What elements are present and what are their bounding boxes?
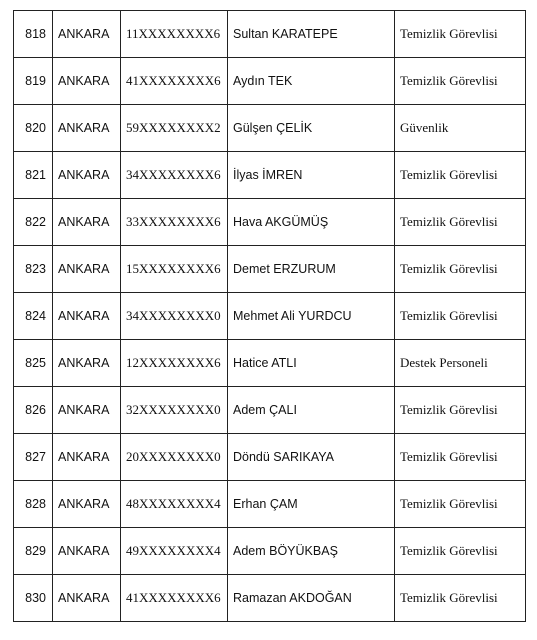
id-number-cell: 48XXXXXXXX4	[121, 481, 228, 528]
id-number-cell: 11XXXXXXXX6	[121, 11, 228, 58]
row-number-cell: 819	[14, 58, 53, 105]
table-row	[14, 434, 526, 481]
full-name-cell: Demet ERZURUM	[228, 246, 395, 293]
role-cell: Temizlik Görevlisi	[395, 575, 526, 622]
role-cell: Temizlik Görevlisi	[395, 152, 526, 199]
full-name-cell: Sultan KARATEPE	[228, 11, 395, 58]
city-cell: ANKARA	[53, 528, 121, 575]
row-number-cell: 828	[14, 481, 53, 528]
role-cell: Temizlik Görevlisi	[395, 481, 526, 528]
city-cell: ANKARA	[53, 11, 121, 58]
role-cell: Güvenlik	[395, 105, 526, 152]
id-number-cell: 49XXXXXXXX4	[121, 528, 228, 575]
city-cell: ANKARA	[53, 199, 121, 246]
role-cell: Temizlik Görevlisi	[395, 293, 526, 340]
full-name-cell: İlyas İMREN	[228, 152, 395, 199]
id-number-cell: 34XXXXXXXX0	[121, 293, 228, 340]
role-cell: Temizlik Görevlisi	[395, 199, 526, 246]
id-number-cell: 32XXXXXXXX0	[121, 387, 228, 434]
personnel-table	[13, 10, 526, 622]
full-name-cell: Erhan ÇAM	[228, 481, 395, 528]
row-number-cell: 829	[14, 528, 53, 575]
row-number-cell: 824	[14, 293, 53, 340]
full-name-cell: Adem ÇALI	[228, 387, 395, 434]
full-name-cell: Hava AKGÜMÜŞ	[228, 199, 395, 246]
full-name-cell: Adem BÖYÜKBAŞ	[228, 528, 395, 575]
full-name-cell: Mehmet Ali YURDCU	[228, 293, 395, 340]
table-row	[14, 387, 526, 434]
row-number-cell: 821	[14, 152, 53, 199]
city-cell: ANKARA	[53, 387, 121, 434]
full-name-cell: Gülşen ÇELİK	[228, 105, 395, 152]
personnel-table-body	[14, 11, 526, 622]
row-number-cell: 823	[14, 246, 53, 293]
city-cell: ANKARA	[53, 293, 121, 340]
row-number-cell: 822	[14, 199, 53, 246]
table-row	[14, 293, 526, 340]
row-number-cell: 830	[14, 575, 53, 622]
role-cell: Temizlik Görevlisi	[395, 434, 526, 481]
id-number-cell: 59XXXXXXXX2	[121, 105, 228, 152]
id-number-cell: 12XXXXXXXX6	[121, 340, 228, 387]
row-number-cell: 820	[14, 105, 53, 152]
table-row	[14, 199, 526, 246]
role-cell: Temizlik Görevlisi	[395, 246, 526, 293]
role-cell: Temizlik Görevlisi	[395, 528, 526, 575]
id-number-cell: 41XXXXXXXX6	[121, 58, 228, 105]
city-cell: ANKARA	[53, 481, 121, 528]
id-number-cell: 15XXXXXXXX6	[121, 246, 228, 293]
full-name-cell: Aydın TEK	[228, 58, 395, 105]
row-number-cell: 827	[14, 434, 53, 481]
row-number-cell: 825	[14, 340, 53, 387]
city-cell: ANKARA	[53, 152, 121, 199]
table-row	[14, 58, 526, 105]
id-number-cell: 33XXXXXXXX6	[121, 199, 228, 246]
role-cell: Destek Personeli	[395, 340, 526, 387]
id-number-cell: 34XXXXXXXX6	[121, 152, 228, 199]
role-cell: Temizlik Görevlisi	[395, 11, 526, 58]
table-row	[14, 105, 526, 152]
id-number-cell: 20XXXXXXXX0	[121, 434, 228, 481]
table-row	[14, 11, 526, 58]
full-name-cell: Hatice ATLI	[228, 340, 395, 387]
full-name-cell: Döndü SARIKAYA	[228, 434, 395, 481]
table-row	[14, 246, 526, 293]
city-cell: ANKARA	[53, 434, 121, 481]
table-row	[14, 528, 526, 575]
row-number-cell: 818	[14, 11, 53, 58]
table-row	[14, 340, 526, 387]
city-cell: ANKARA	[53, 575, 121, 622]
city-cell: ANKARA	[53, 246, 121, 293]
table-row	[14, 575, 526, 622]
full-name-cell: Ramazan AKDOĞAN	[228, 575, 395, 622]
table-row	[14, 152, 526, 199]
city-cell: ANKARA	[53, 340, 121, 387]
role-cell: Temizlik Görevlisi	[395, 387, 526, 434]
id-number-cell: 41XXXXXXXX6	[121, 575, 228, 622]
role-cell: Temizlik Görevlisi	[395, 58, 526, 105]
table-row	[14, 481, 526, 528]
city-cell: ANKARA	[53, 105, 121, 152]
row-number-cell: 826	[14, 387, 53, 434]
city-cell: ANKARA	[53, 58, 121, 105]
